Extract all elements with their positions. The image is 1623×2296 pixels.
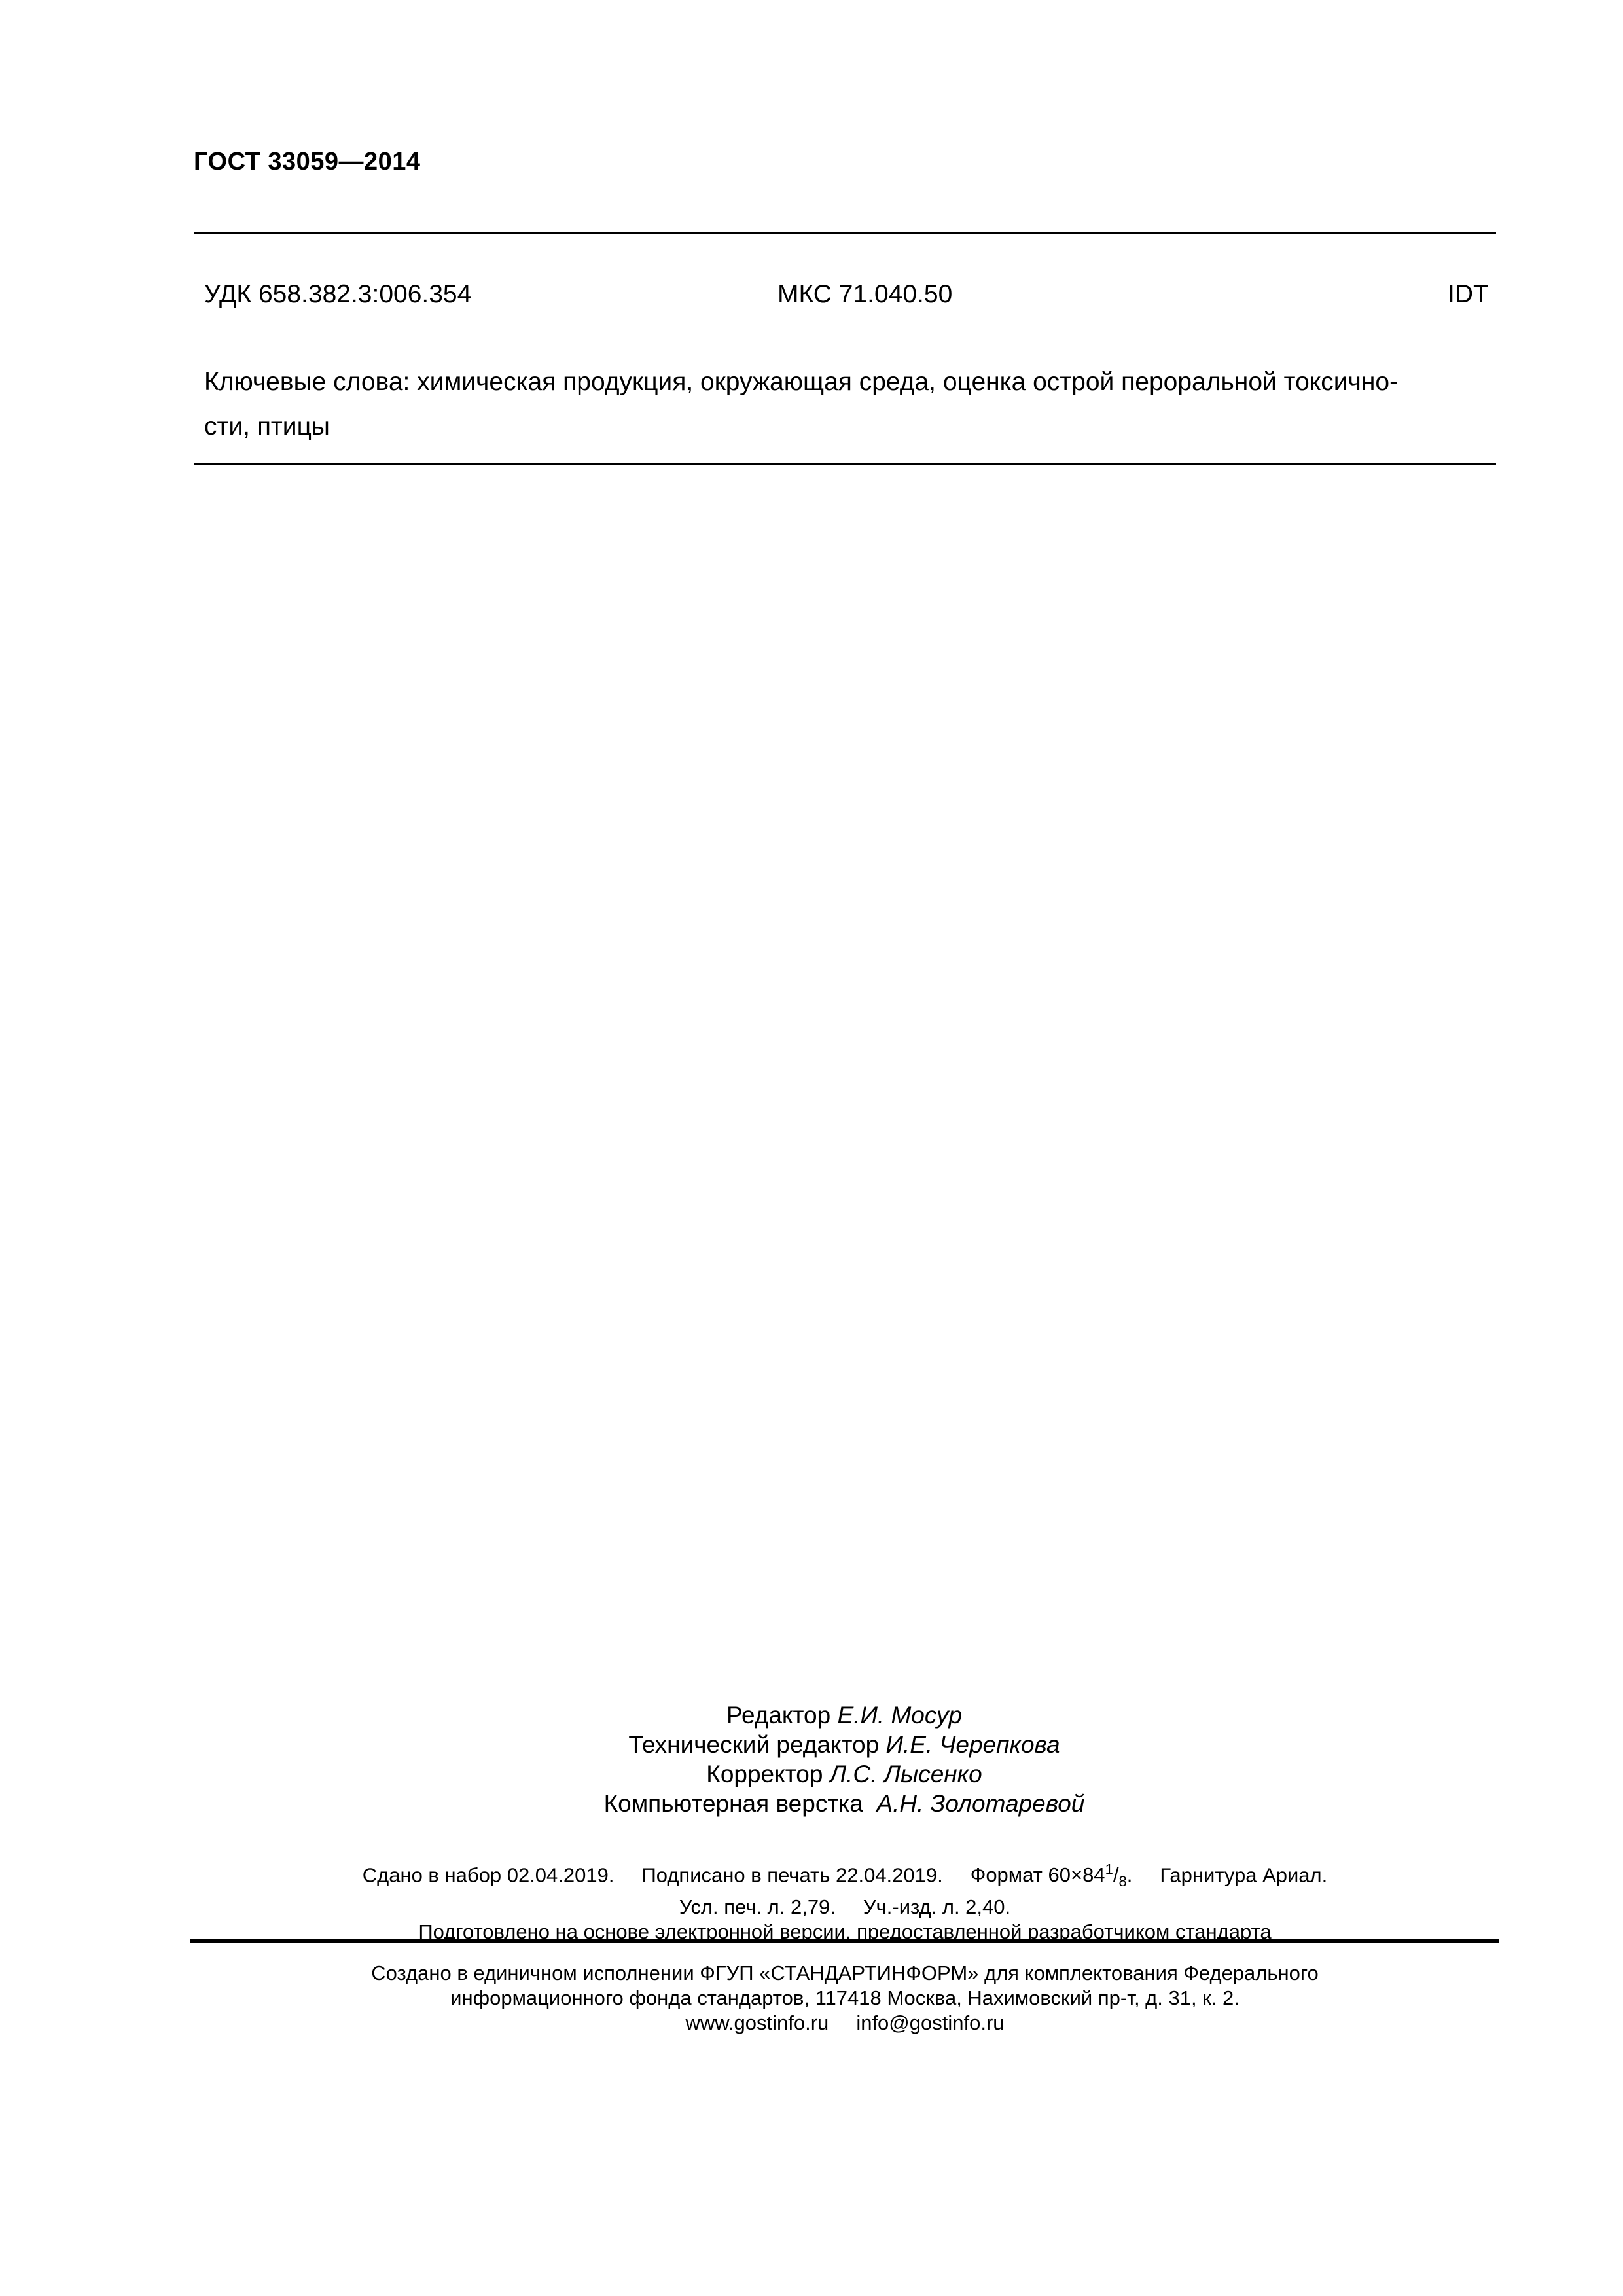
- prepared-note: Подготовлено на основе электронной версии, предоставленной разработчиком стандарта: [418, 1920, 1272, 1943]
- publication-info: [194, 1857, 1496, 1945]
- footer-line-2: информационного фонда стандартов, 117418 Москва, Нахимовский пр-т, д. 31, к. 2.: [450, 1986, 1240, 2009]
- header-divider: [194, 232, 1496, 234]
- footer-block: [194, 1961, 1496, 2036]
- print-sheets: Усл. печ. л. 2,79.: [679, 1895, 836, 1918]
- credits-block: [484, 1700, 1204, 1818]
- footer-contacts: [194, 2011, 1496, 2036]
- credit-role: Корректор: [706, 1761, 823, 1787]
- keywords-block: [204, 360, 1487, 449]
- credit-editor: [484, 1700, 1204, 1730]
- credit-role: Технический редактор: [628, 1731, 880, 1758]
- credit-layout: [484, 1789, 1204, 1818]
- footer-divider: [190, 1939, 1499, 1943]
- credit-technical-editor: [484, 1730, 1204, 1759]
- credit-name: И.Е. Черепкова: [885, 1731, 1060, 1758]
- typeface: Гарнитура Ариал.: [1160, 1863, 1328, 1887]
- keywords-divider: [194, 463, 1496, 465]
- paper-format: Формат $60\times 84^1/_8$.: [970, 1861, 1133, 1890]
- document-header-title: ГОСТ 33059—2014: [194, 148, 421, 175]
- credit-name: Е.И. Мосур: [837, 1702, 963, 1729]
- publication-line-2: [194, 1895, 1496, 1920]
- submitted-date: Сдано в набор 02.04.2019.: [362, 1863, 615, 1887]
- keywords-line-1: Ключевые слова: химическая продукция, окружающая среда, оценка острой пероральной токсично-: [204, 368, 1399, 396]
- credit-role: Компьютерная верстка: [603, 1790, 863, 1817]
- footer-line-1: Создано в единичном исполнении ФГУП «СТАНДАРТИНФОРМ» для комплектования Федерального: [371, 1962, 1319, 1984]
- credit-name: А.Н. Золотаревой: [876, 1790, 1085, 1817]
- credit-name: Л.С. Лысенко: [829, 1761, 982, 1787]
- website-link[interactable]: www.gostinfo.ru: [685, 2011, 829, 2034]
- credit-role: Редактор: [726, 1702, 831, 1729]
- mks-code: МКС 71.040.50: [777, 280, 953, 308]
- udk-code: УДК 658.382.3:006.354: [204, 280, 472, 308]
- idt-mark: IDT: [1448, 280, 1489, 308]
- keywords-line-2: сти, птицы: [204, 412, 330, 440]
- edit-sheets: Уч.-изд. л. 2,40.: [863, 1895, 1011, 1918]
- email-link[interactable]: info@gostinfo.ru: [856, 2011, 1005, 2034]
- signed-date: Подписано в печать 22.04.2019.: [641, 1863, 943, 1887]
- publication-line-1: [194, 1857, 1496, 1895]
- credit-proofreader: [484, 1759, 1204, 1789]
